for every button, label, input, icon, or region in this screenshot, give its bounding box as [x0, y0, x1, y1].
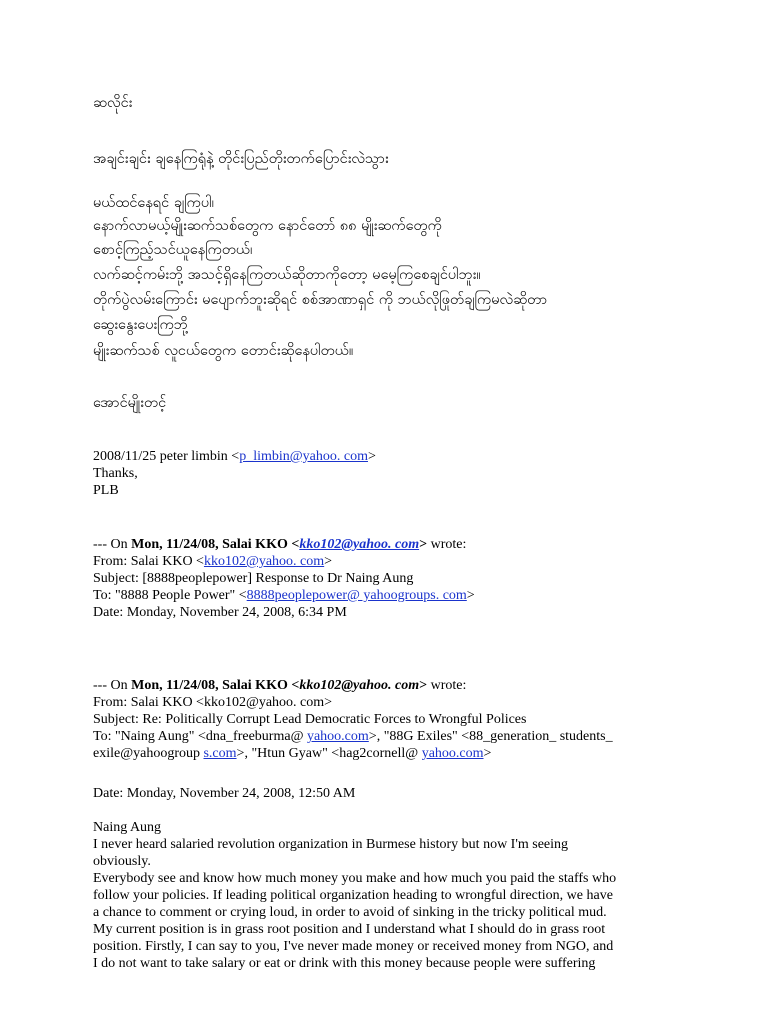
- burmese-body-line: တိုက်ပွဲလမ်းကြောင်း မပျောက်ဘူးဆိုရင် စစ်အာဏာရှင် ကို ဘယ်လိုဖြုတ်ချကြမလဲဆိုတာ: [93, 292, 548, 308]
- on-date-sender: Mon, 11/24/08, Salai KKO <: [131, 678, 300, 693]
- email-link[interactable]: 8888peoplepower@ yahoogroups. com: [246, 588, 467, 603]
- subject-line: Subject: [8888peoplepower] Response to Dr Naing Aung: [93, 571, 414, 586]
- quote-header: [93, 448, 376, 465]
- body-line: position. Firstly, I can say to you, I've never made money or received money from NGO, and: [93, 939, 614, 954]
- burmese-body-line: မျိုးဆက်သစ် လူငယ်တွေက တောင်းဆိုနေပါတယ်။: [93, 343, 354, 359]
- from-suffix: >: [324, 554, 333, 569]
- to-part: exile@yahoogroup: [93, 746, 204, 761]
- to-part: >, "88G Exiles" <88_generation_ students_: [368, 729, 613, 744]
- email-header-2: [93, 677, 683, 762]
- greeting: ဆလိုင်း: [93, 95, 133, 111]
- to-suffix: >: [466, 588, 475, 603]
- to-part: >: [483, 746, 492, 761]
- email-link[interactable]: kko102@yahoo. com: [299, 537, 420, 552]
- on-wrote-line: [93, 677, 683, 694]
- burmese-subject-line: အချင်းချင်း ချနေကြရုံနဲ့ တိုင်းပြည်တိုးတက်ပြောင်းလဲသွား: [93, 151, 389, 167]
- to-line-continued: [93, 745, 683, 762]
- date-line: Date: Monday, November 24, 2008, 12:50 AM: [93, 786, 356, 801]
- body-line: obviously.: [93, 854, 151, 869]
- on-prefix: --- On: [93, 678, 132, 693]
- on-email: kko102@yahoo. com: [299, 678, 420, 693]
- from-prefix: From: Salai KKO <: [93, 554, 204, 569]
- email-link[interactable]: s.com: [203, 746, 237, 761]
- to-line: [93, 728, 683, 745]
- email-link[interactable]: kko102@yahoo. com: [203, 554, 325, 569]
- body-line: a chance to comment or crying loud, in order to avoid of sinking in the tricky political mud.: [93, 905, 607, 920]
- email-link[interactable]: p_limbin@yahoo. com: [239, 449, 368, 464]
- to-prefix: To: "8888 People Power" <: [93, 588, 247, 603]
- salutation: Naing Aung: [93, 820, 162, 835]
- burmese-body-line: စောင့်ကြည့်သင်ယူနေကြတယ်၊: [93, 242, 253, 258]
- email-header-1: [93, 536, 683, 621]
- on-suffix: >: [419, 678, 428, 693]
- body-line: follow your policies. If leading political organization heading to wrongful direction, we have: [93, 888, 613, 903]
- on-wrote-line: [93, 536, 683, 553]
- thanks-line: Thanks,: [93, 466, 138, 481]
- email-link[interactable]: yahoo.com: [306, 729, 369, 744]
- message-body: [93, 819, 683, 972]
- body-line: My current position is in grass root position and I understand what I should do in grass root: [93, 922, 606, 937]
- from-line: [93, 553, 683, 570]
- quote-header-prefix: 2008/11/25 peter limbin <: [93, 449, 240, 464]
- subject-line: Subject: Re: Politically Corrupt Lead Democratic Forces to Wrongful Polices: [93, 712, 527, 727]
- burmese-body-line: မယ်ထင်နေရင် ချကြပါ၊: [93, 195, 214, 211]
- quote-header-suffix: >: [367, 449, 376, 464]
- burmese-body-line: နောက်လာမယ့်မျိုးဆက်သစ်တွေက နောင်တော် ၈၈ မျိုးဆက်တွေကို: [93, 218, 442, 234]
- burmese-signature: အောင်မျိုးတင့်: [93, 395, 167, 411]
- to-part: To: "Naing Aung" <dna_freeburma@: [93, 729, 307, 744]
- body-line: I do not want to take salary or eat or drink with this money because people were suffering: [93, 956, 596, 971]
- to-part: >, "Htun Gyaw" <hag2cornell@: [236, 746, 422, 761]
- date-line: Date: Monday, November 24, 2008, 6:34 PM: [93, 605, 347, 620]
- to-line: [93, 587, 683, 604]
- on-date-sender: Mon, 11/24/08, Salai KKO <: [131, 537, 300, 552]
- on-wrote: wrote:: [427, 678, 467, 693]
- from-line: From: Salai KKO <kko102@yahoo. com>: [93, 695, 333, 710]
- email-link[interactable]: yahoo.com: [421, 746, 484, 761]
- on-suffix: >: [419, 537, 428, 552]
- burmese-body-line: ဆွေးနွေးပေးကြဘို့: [93, 317, 188, 333]
- body-line: I never heard salaried revolution organization in Burmese history but now I'm seeing: [93, 837, 569, 852]
- initials-line: PLB: [93, 483, 119, 498]
- burmese-body-line: လက်ဆင့်ကမ်းဘို့ အသင့်ရှိနေကြတယ်ဆိုတာကိုတော့ မမေ့ကြစေချင်ပါဘူး။: [93, 267, 481, 283]
- body-line: Everybody see and know how much money you make and how much you paid the staffs who: [93, 871, 617, 886]
- on-prefix: --- On: [93, 537, 132, 552]
- on-wrote: wrote:: [427, 537, 467, 552]
